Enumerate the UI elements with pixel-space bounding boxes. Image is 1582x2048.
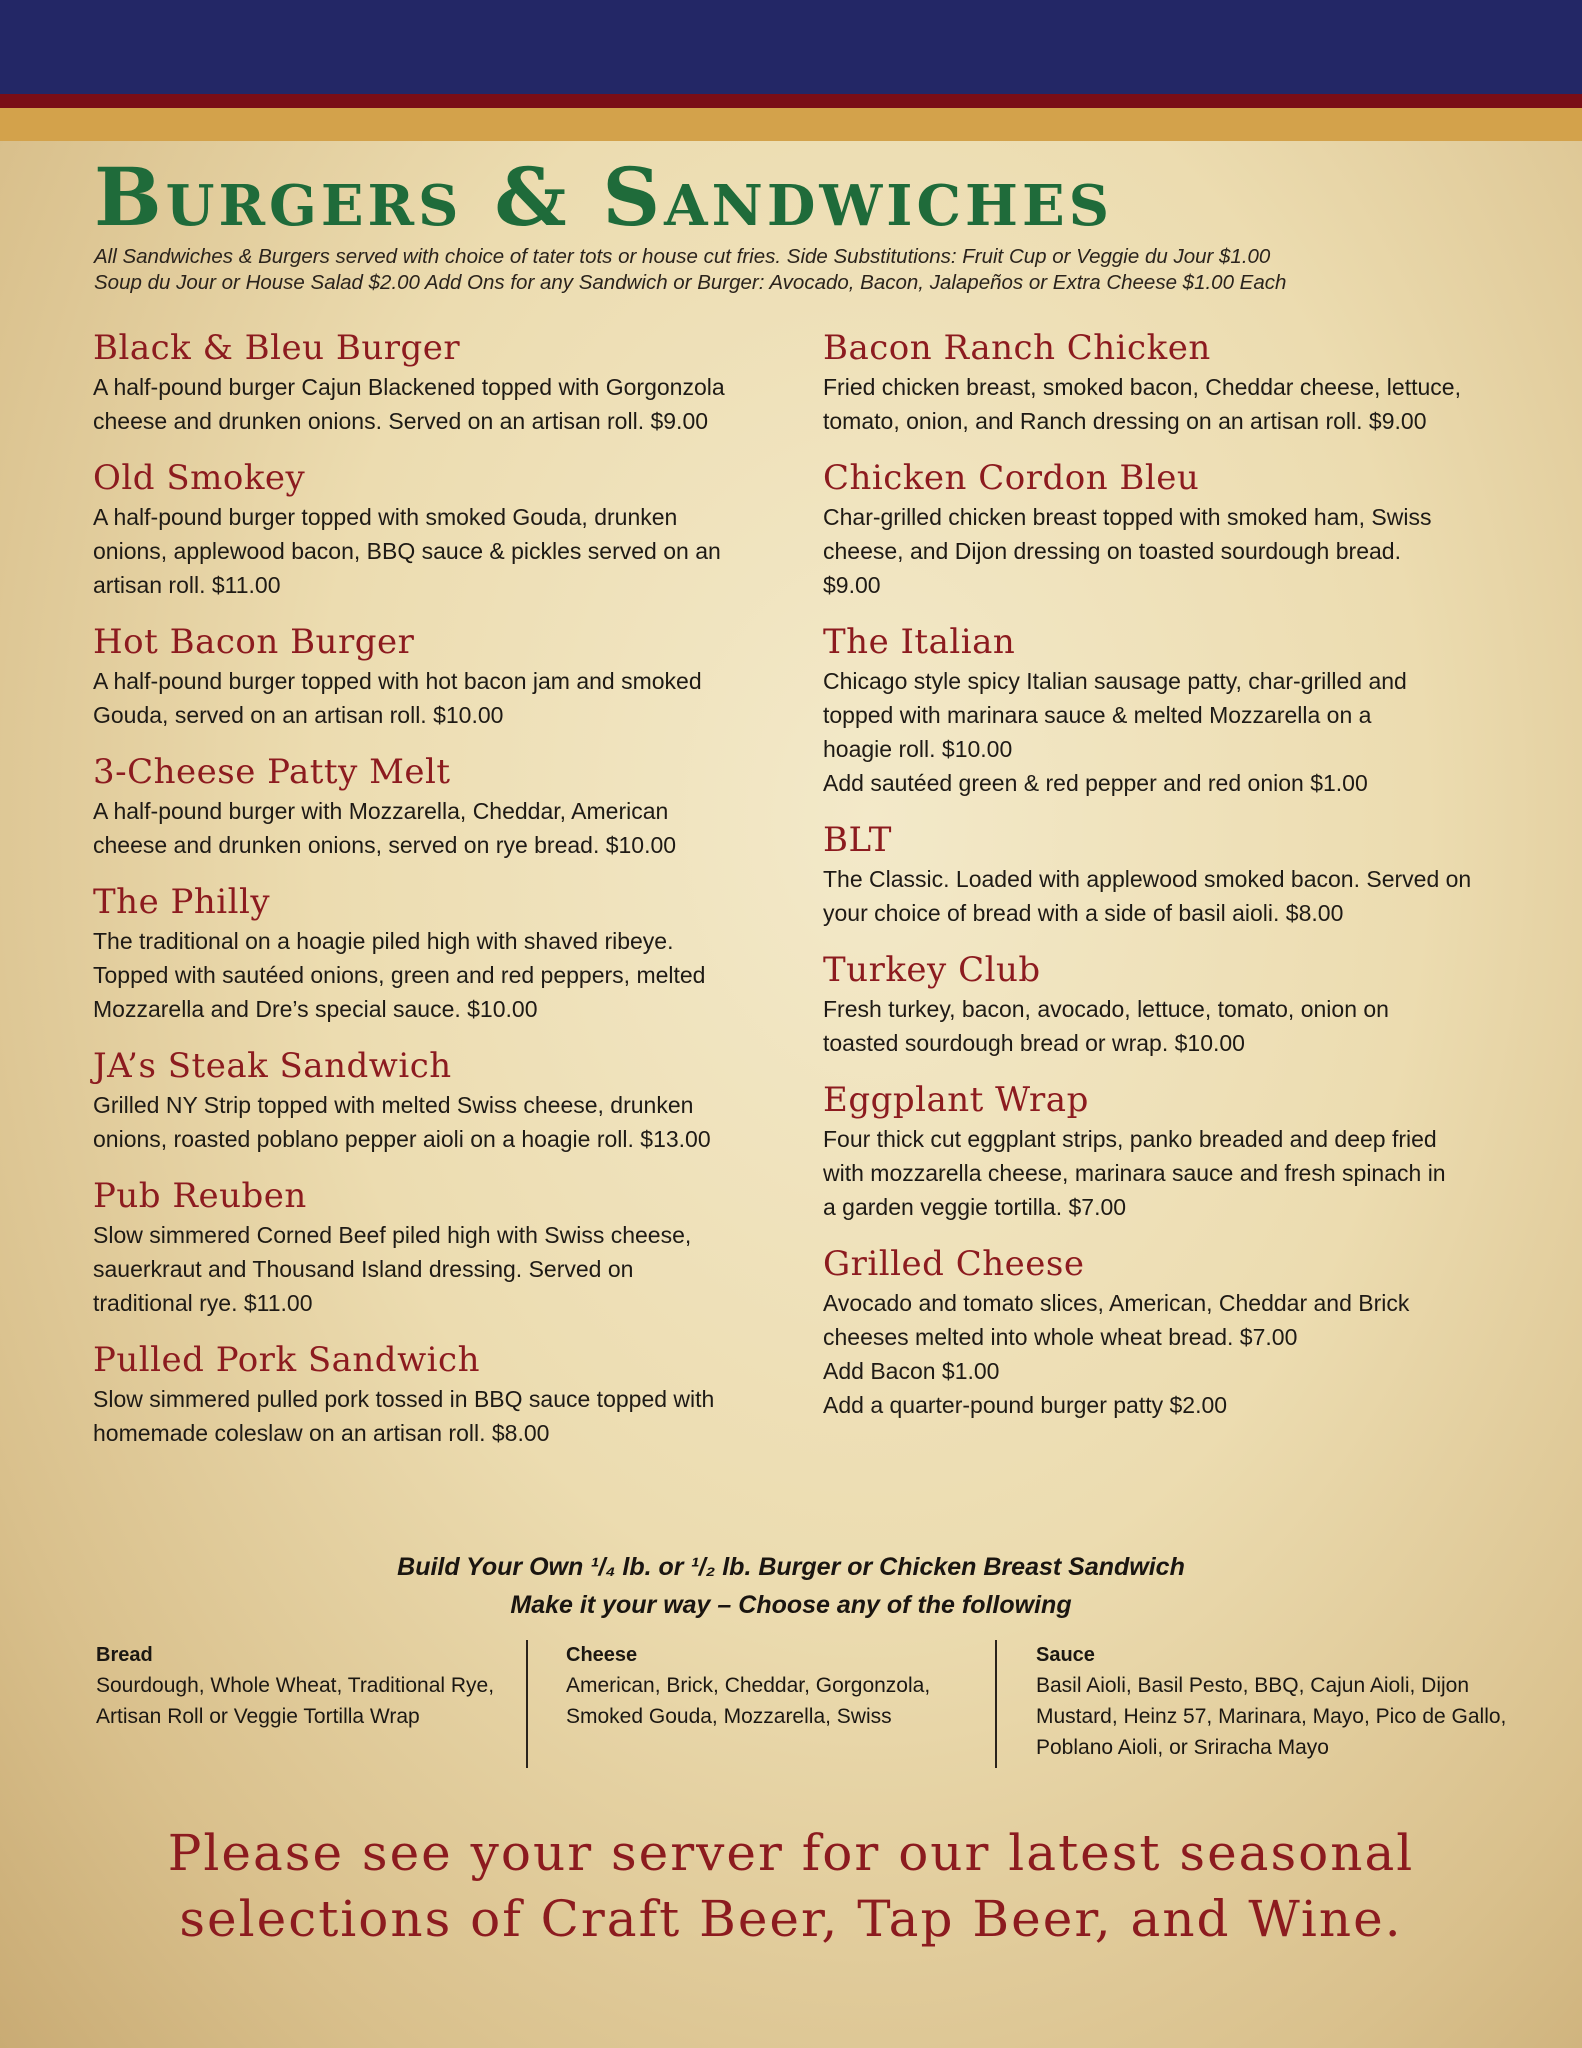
description-line: Fried chicken breast, smoked bacon, Cheddar cheese, lettuce, [823,374,1461,400]
description-line: hoagie roll. $10.00 [823,736,1013,762]
option-line: American, Brick, Cheddar, Gorgonzola, [566,1674,931,1697]
menu-item-description [93,1218,793,1320]
header-band-navy [0,0,1582,94]
menu-column-left [93,326,793,1450]
bread-heading: Bread [96,1644,153,1666]
description-line: topped with marinara sauce & melted Mozzarella on a [823,702,1372,728]
menu-item [823,620,1523,800]
menu-item-description [823,1286,1523,1422]
footer-line: selections of Craft Beer, Tap Beer, and Wine. [179,1890,1403,1948]
menu-item-description [93,1382,793,1450]
menu-item-description [93,794,793,862]
menu-item [823,818,1523,930]
menu-item-name: Pulled Pork Sandwich [93,1340,480,1380]
description-line: Mozzarella and Dre’s special sauce. $10.00 [93,996,538,1022]
option-line: Artisan Roll or Veggie Tortilla Wrap [96,1705,420,1728]
menu-item [93,750,793,862]
description-line: tomato, onion, and Ranch dressing on an artisan roll. $9.00 [823,408,1427,434]
sauce-heading: Sauce [1036,1644,1095,1666]
description-line: onions, roasted poblano pepper aioli on a hoagie roll. $13.00 [93,1126,711,1152]
menu-item-description [93,500,793,602]
description-line: your choice of bread with a side of basil aioli. $8.00 [823,900,1344,926]
description-line: Add a quarter-pound burger patty $2.00 [823,1392,1228,1418]
intro-line: Soup du Jour or House Salad $2.00 Add Ons for any Sandwich or Burger: Avocado, Bacon, Jalapeños or Extra Cheese $1.00 Each [94,271,1287,294]
description-line: cheese and drunken onions, served on rye bread. $10.00 [93,832,677,858]
menu-item [93,620,793,732]
header-band-gold [0,108,1582,141]
menu-item [823,948,1523,1060]
intro-line: All Sandwiches & Burgers served with choice of tater tots or house cut fries. Side Substitutions: Fruit Cup or Veggie du Jour $1.00 [94,245,1271,268]
menu-item-description [93,924,793,1026]
header-band-red [0,94,1582,108]
option-line: Mustard, Heinz 57, Marinara, Mayo, Pico de Gallo, [1036,1705,1507,1728]
menu-item-description [823,1122,1523,1224]
menu-item-name: Bacon Ranch Chicken [823,328,1211,368]
build-your-own-title: Build Your Own ¹/₄ lb. or ¹/₂ lb. Burger or Chicken Breast Sandwich [397,1553,1185,1581]
description-line: Gouda, served on an artisan roll. $10.00 [93,702,504,728]
menu-item-description [823,992,1523,1060]
menu-item [823,1078,1523,1224]
menu-item-description [823,370,1523,438]
option-line: Basil Aioli, Basil Pesto, BBQ, Cajun Aioli, Dijon [1036,1674,1470,1697]
menu-item-name: Old Smokey [93,458,306,498]
footer-message [0,1820,1582,1952]
menu-item [93,880,793,1026]
description-line: artisan roll. $11.00 [93,572,281,598]
description-line: Grilled NY Strip topped with melted Swiss cheese, drunken [93,1092,694,1118]
menu-item-name: Hot Bacon Burger [93,622,415,662]
description-line: The traditional on a hoagie piled high with shaved ribeye. [93,928,674,954]
description-line: A half-pound burger topped with hot bacon jam and smoked [93,668,702,694]
description-line: The Classic. Loaded with applewood smoked bacon. Served on [823,866,1472,892]
description-line: cheese, and Dijon dressing on toasted sourdough bread. [823,538,1401,564]
menu-item-name: Grilled Cheese [823,1244,1085,1284]
description-line: homemade coleslaw on an artisan roll. $8.00 [93,1420,550,1446]
description-line: Four thick cut eggplant strips, panko breaded and deep fried [823,1126,1437,1152]
menu-item-description [93,1088,793,1156]
build-your-own-heading [0,1548,1582,1624]
menu-item-name: Black & Bleu Burger [93,328,461,368]
menu-item [93,456,793,602]
description-line: Char-grilled chicken breast topped with smoked ham, Swiss [823,504,1432,530]
menu-column-right [823,326,1523,1422]
option-line: Poblano Aioli, or Sriracha Mayo [1036,1736,1329,1759]
cheese-options [566,1640,986,1768]
footer-line: Please see your server for our latest seasonal [167,1824,1415,1882]
menu-item-name: 3-Cheese Patty Melt [93,752,451,792]
build-your-own-subtitle: Make it your way – Choose any of the following [510,1591,1072,1619]
intro-text [94,244,1514,296]
description-line: Chicago style spicy Italian sausage patty, char-grilled and [823,668,1407,694]
description-line: Add sautéed green & red pepper and red onion $1.00 [823,770,1368,796]
description-line: Avocado and tomato slices, American, Cheddar and Brick [823,1290,1410,1316]
description-line: toasted sourdough bread or wrap. $10.00 [823,1030,1245,1056]
build-your-own-options [96,1640,1516,1768]
page-title: Burgers & Sandwiches [94,150,1114,244]
menu-item [823,1242,1523,1422]
menu-item-name: The Philly [93,882,271,922]
menu-item-name: JA’s Steak Sandwich [93,1046,452,1086]
description-line: sauerkraut and Thousand Island dressing. Served on [93,1256,634,1282]
description-line: cheese and drunken onions. Served on an artisan roll. $9.00 [93,408,709,434]
menu-item-name: Turkey Club [823,950,1041,990]
sauce-options [1036,1640,1516,1768]
menu-item [823,456,1523,602]
description-line: Topped with sautéed onions, green and red peppers, melted [93,962,706,988]
description-line: A half-pound burger Cajun Blackened topped with Gorgonzola [93,374,725,400]
menu-item-description [823,664,1523,800]
description-line: onions, applewood bacon, BBQ sauce & pickles served on an [93,538,721,564]
menu-item-description [823,862,1523,930]
menu-item [93,1044,793,1156]
menu-item-name: Eggplant Wrap [823,1080,1089,1120]
menu-item [93,326,793,438]
option-line: Sourdough, Whole Wheat, Traditional Rye, [96,1674,495,1697]
option-line: Smoked Gouda, Mozzarella, Swiss [566,1705,892,1728]
column-divider [526,1640,528,1768]
description-line: Fresh turkey, bacon, avocado, lettuce, tomato, onion on [823,996,1389,1022]
description-line: Add Bacon $1.00 [823,1358,1000,1384]
menu-item-name: Pub Reuben [93,1176,307,1216]
menu-item-description [93,664,793,732]
description-line: A half-pound burger topped with smoked Gouda, drunken [93,504,678,530]
menu-item [823,326,1523,438]
description-line: with mozzarella cheese, marinara sauce and fresh spinach in [823,1160,1446,1186]
menu-item-name: Chicken Cordon Bleu [823,458,1200,498]
bread-options [96,1640,536,1768]
description-line: Slow simmered Corned Beef piled high with Swiss cheese, [93,1222,692,1248]
description-line: a garden veggie tortilla. $7.00 [823,1194,1127,1220]
description-line: traditional rye. $11.00 [93,1290,313,1316]
menu-item-description [93,370,793,438]
menu-item-name: The Italian [823,622,1016,662]
menu-item-description [823,500,1523,602]
menu-item-name: BLT [823,820,892,860]
menu-item [93,1174,793,1320]
menu-item [93,1338,793,1450]
description-line: $9.00 [823,572,881,598]
description-line: A half-pound burger with Mozzarella, Cheddar, American [93,798,669,824]
description-line: Slow simmered pulled pork tossed in BBQ sauce topped with [93,1386,715,1412]
cheese-heading: Cheese [566,1644,638,1666]
description-line: cheeses melted into whole wheat bread. $7.00 [823,1324,1298,1350]
column-divider [995,1640,997,1768]
